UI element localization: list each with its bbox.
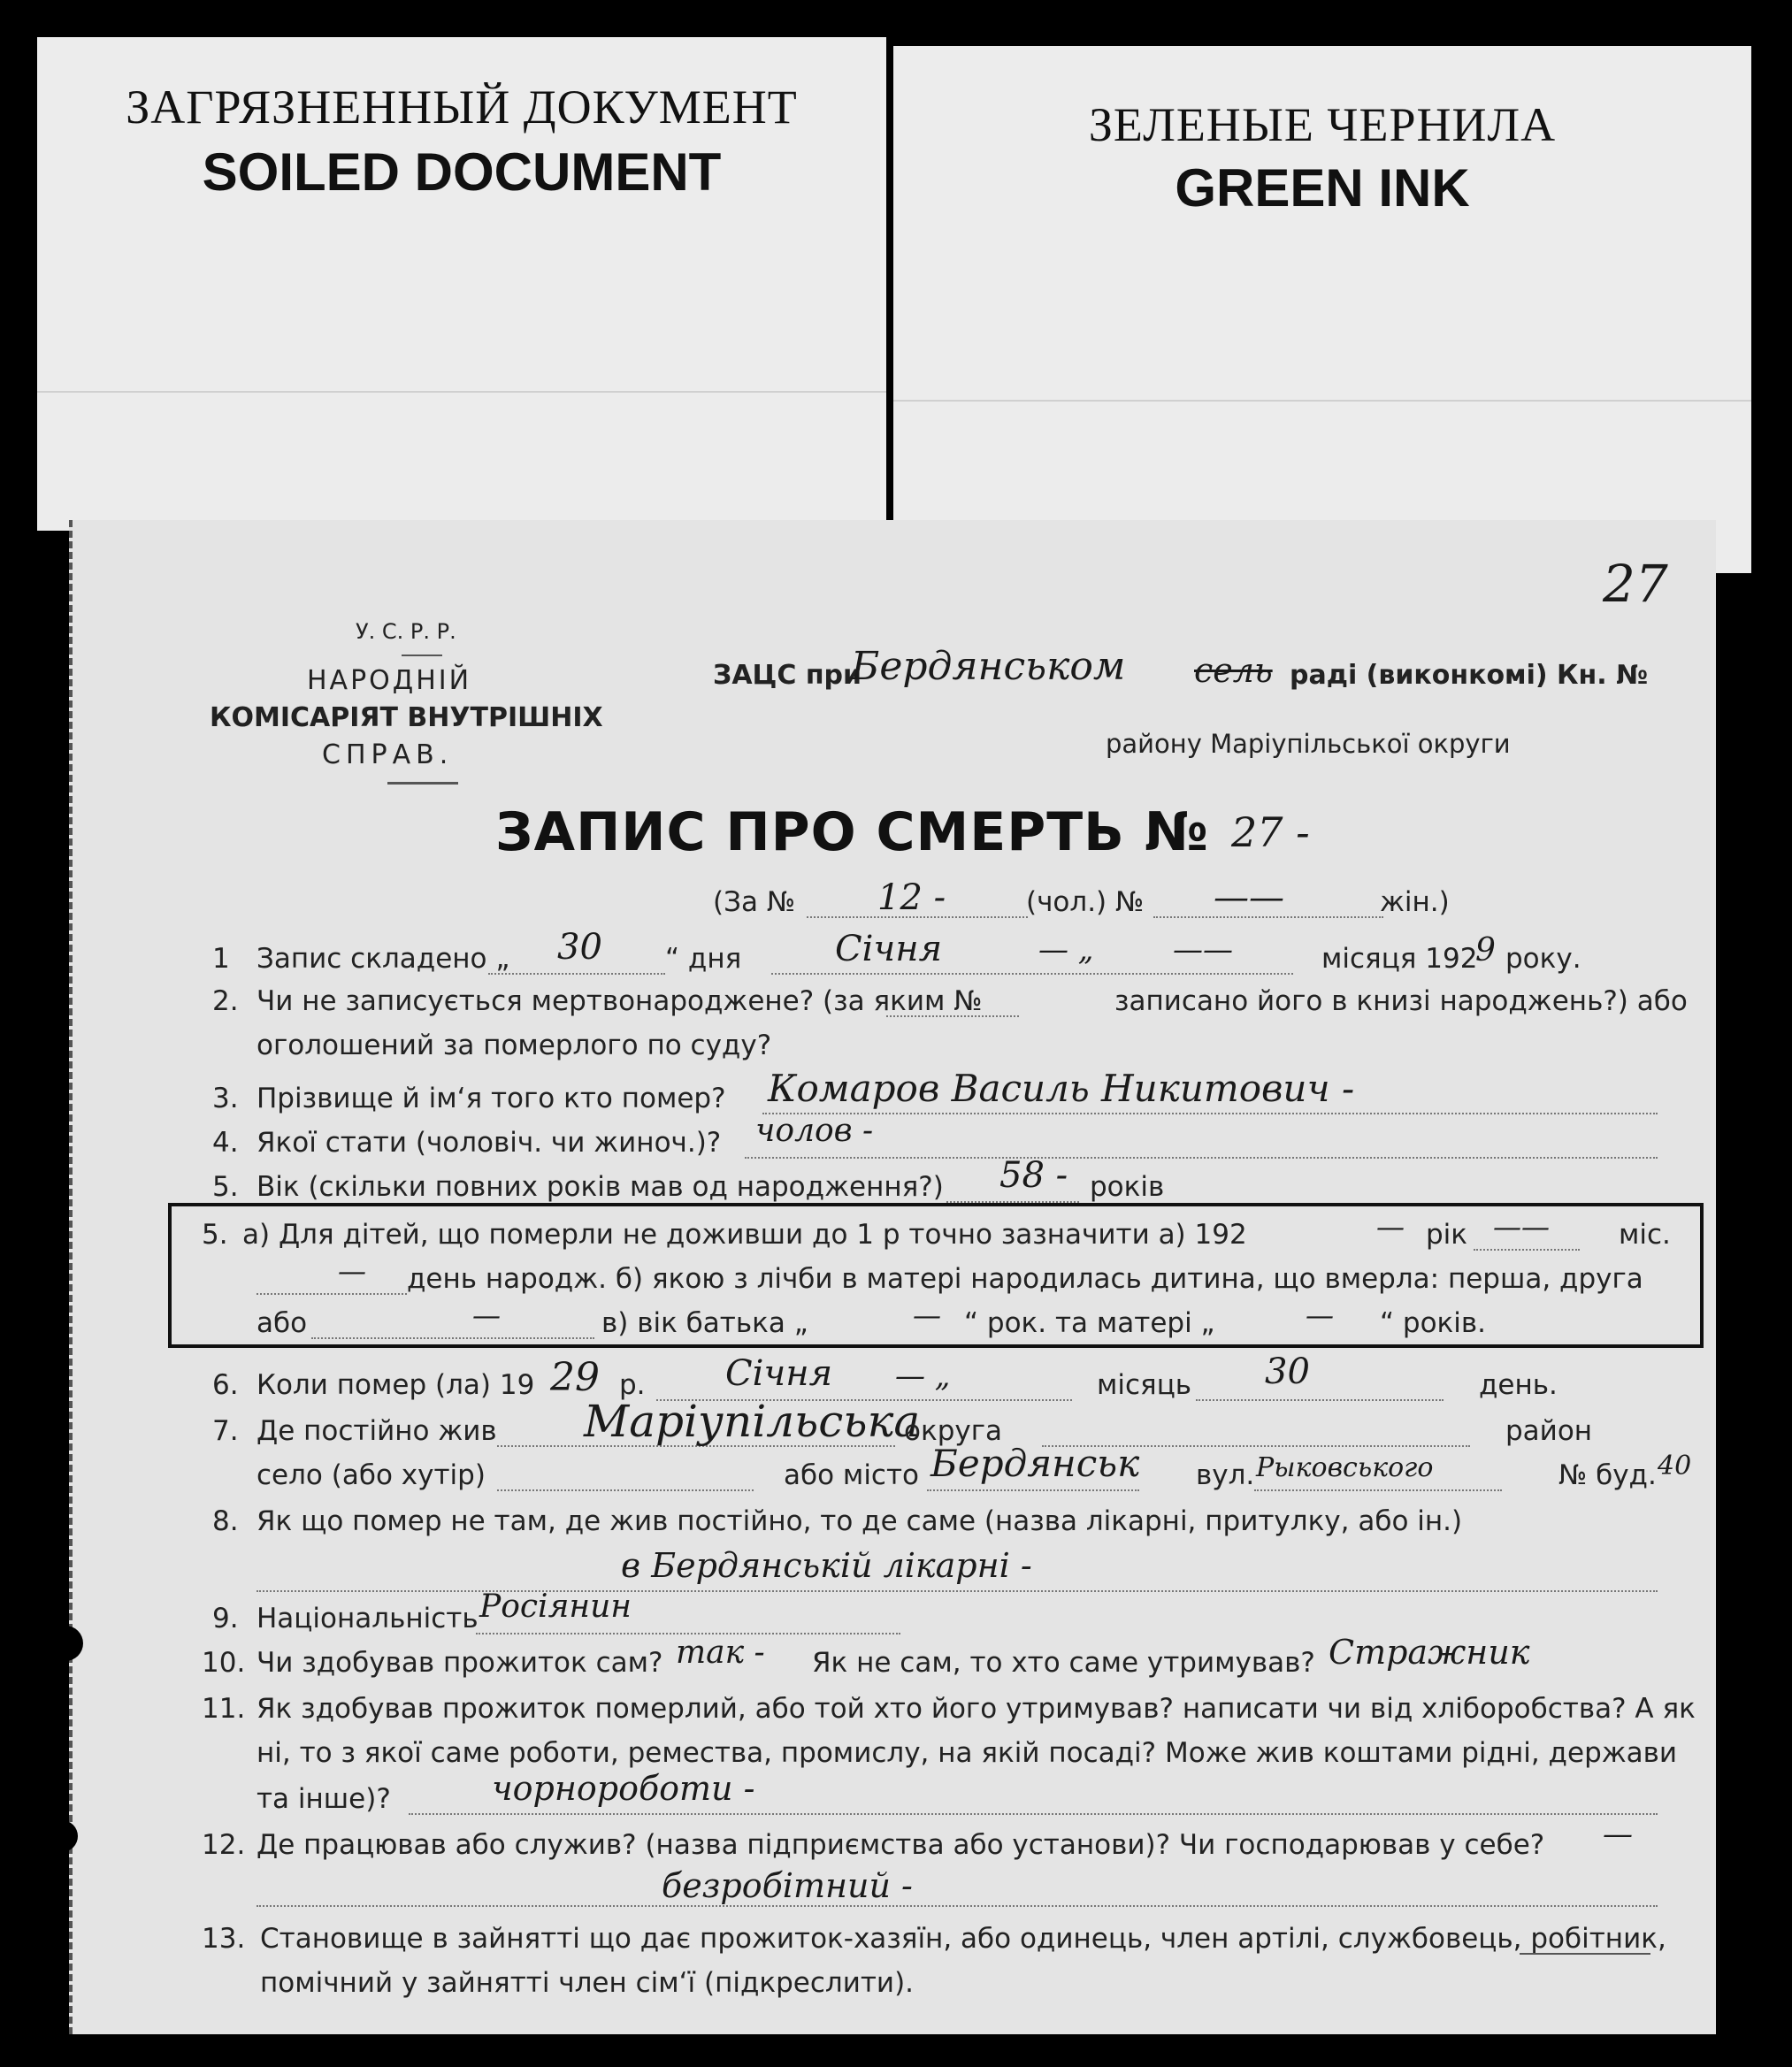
label-right-ru: ЗЕЛЕНЫЕ ЧЕРНИЛА bbox=[1088, 98, 1557, 151]
row-12-label: Де працював або служив? (назва підприємства або установи)? Чи господарював у себе? bbox=[257, 1829, 1545, 1861]
commissariat-line-3: СПРАВ. bbox=[322, 739, 454, 770]
row-5a-label: а) Для дітей, що померли не доживши до 1 р точно зазначити а) 192 bbox=[242, 1219, 1247, 1251]
self-supporting: так - bbox=[676, 1634, 765, 1671]
row-1-label: Запис складено „ bbox=[257, 943, 510, 975]
supporter: Стражник bbox=[1329, 1633, 1530, 1672]
binding-hole bbox=[48, 1626, 83, 1661]
field-line bbox=[745, 1157, 1658, 1159]
occupation: чорнороботи - bbox=[492, 1769, 755, 1808]
record-number: 27 - bbox=[1231, 808, 1310, 856]
row-5a-father-age: — bbox=[913, 1298, 941, 1332]
row-5a-rik: рік bbox=[1426, 1219, 1468, 1251]
row-1-day: 30 bbox=[557, 927, 602, 968]
ref-zhin: жін.) bbox=[1380, 886, 1450, 918]
row-12-dash: — bbox=[1603, 1817, 1633, 1852]
field-line bbox=[1474, 1249, 1580, 1251]
row-6-number: 6. bbox=[212, 1369, 239, 1401]
commissariat-line-1: НАРОДНІЙ bbox=[307, 665, 472, 696]
sex-value: чолов - bbox=[755, 1113, 874, 1149]
label-right-en: GREEN INK bbox=[1175, 158, 1470, 218]
row-7-okruha: округа bbox=[904, 1415, 1002, 1447]
row-9-number: 9. bbox=[212, 1603, 239, 1634]
row-10-number: 10. bbox=[202, 1647, 246, 1679]
row-1-dash: —— bbox=[1173, 932, 1233, 968]
row-13-label-b: помічний у зайнятті член сімʻї (підкреслити). bbox=[260, 1967, 915, 1999]
zags-suffix: раді (виконкомі) Кн. № bbox=[1290, 660, 1649, 691]
row-1-label-b: “ дня bbox=[665, 943, 742, 975]
row-2-label-c: оголошений за померлого по суду? bbox=[257, 1030, 772, 1061]
row-6-r: р. bbox=[619, 1369, 646, 1401]
row-1-label-c: місяця 192 bbox=[1321, 943, 1478, 975]
field-line bbox=[497, 1489, 754, 1491]
row-7-number: 7. bbox=[212, 1415, 239, 1447]
row-4-number: 4. bbox=[212, 1127, 239, 1159]
row-5a-month: —— bbox=[1493, 1210, 1550, 1244]
row-10-label: Чи здобував прожиток сам? bbox=[257, 1647, 663, 1679]
zags-city: Бердянськом bbox=[851, 644, 1126, 689]
field-line bbox=[257, 1590, 1658, 1592]
field-line bbox=[1196, 1399, 1444, 1401]
row-3-label: Прізвище й імʻя того кто помер? bbox=[257, 1083, 726, 1114]
ref-male-number: 12 - bbox=[877, 877, 946, 918]
residence-street: Рыковського bbox=[1256, 1452, 1434, 1483]
row-3-number: 3. bbox=[212, 1083, 239, 1114]
row-6-label: Коли помер (ла) 19 bbox=[257, 1369, 535, 1401]
row-5a-number: 5. bbox=[202, 1219, 228, 1251]
label-left-en: SOILED DOCUMENT bbox=[202, 142, 722, 202]
row-5a-order: — bbox=[472, 1298, 501, 1332]
row-5a-mis: міс. bbox=[1619, 1219, 1671, 1251]
row-5a-mother-age: — bbox=[1306, 1298, 1334, 1332]
row-1-dash: — „ bbox=[1038, 932, 1094, 968]
row-11-label-b: ні, то з якої саме роботи, ремества, промислу, на якій посаді? Може жив коштами рідні, держави bbox=[257, 1737, 1678, 1769]
zags-crossed: сель bbox=[1194, 651, 1273, 690]
fold-line bbox=[37, 391, 886, 393]
row-5a-label-d: день народж. б) якою з лічби в матері народилась дитина, що вмерла: перша, друга bbox=[407, 1263, 1643, 1295]
row-2-label: Чи не записується мертвонароджене? (за яким № bbox=[257, 985, 983, 1017]
field-line bbox=[311, 1337, 594, 1339]
row-1-number: 1 bbox=[212, 943, 230, 975]
district-label: району Маріупільської округи bbox=[1106, 729, 1511, 759]
divider bbox=[387, 782, 458, 785]
row-5-number: 5. bbox=[212, 1171, 239, 1203]
field-line bbox=[488, 973, 665, 975]
row-7-village: село (або хутір) bbox=[257, 1459, 486, 1491]
row-8-label: Як що помер не там, де жив постійно, то де саме (назва лікарні, притулку, або ін.) bbox=[257, 1505, 1463, 1537]
residence-region: Маріупільська bbox=[584, 1396, 921, 1447]
row-12-number: 12. bbox=[202, 1829, 246, 1861]
field-line bbox=[257, 1905, 1658, 1907]
underline-worker bbox=[1520, 1953, 1650, 1955]
nationality: Росіянин bbox=[479, 1589, 632, 1625]
row-6-dash: — „ bbox=[895, 1359, 951, 1394]
row-7-street: вул. bbox=[1196, 1459, 1255, 1491]
row-6-den: день. bbox=[1479, 1369, 1558, 1401]
row-5a-label-h: “ років. bbox=[1380, 1307, 1487, 1339]
place-of-death: в Бердянській лікарні - bbox=[621, 1546, 1032, 1585]
field-line bbox=[927, 1489, 1139, 1491]
row-5-label: Вік (скільки повних років мав од народження?) bbox=[257, 1171, 944, 1203]
row-5a-day: — bbox=[338, 1254, 366, 1288]
residence-house: 40 bbox=[1658, 1451, 1692, 1481]
row-7-house: № буд. bbox=[1558, 1459, 1657, 1491]
death-month: Січня bbox=[725, 1353, 833, 1394]
ref-chol: (чол.) № bbox=[1026, 886, 1145, 918]
row-4-label: Якої стати (чоловіч. чи жиноч.)? bbox=[257, 1127, 722, 1159]
green-ink-label bbox=[893, 46, 1751, 573]
binding-hole bbox=[46, 1820, 78, 1852]
row-9-label: Національність bbox=[257, 1603, 479, 1634]
row-11-label-c: та інше)? bbox=[257, 1783, 391, 1815]
row-8-number: 8. bbox=[212, 1505, 239, 1537]
form-title: ЗАПИС ПРО СМЕРТЬ № bbox=[495, 801, 1209, 863]
page-number: 27 bbox=[1603, 554, 1668, 614]
row-7-raion: район bbox=[1505, 1415, 1593, 1447]
row-11-number: 11. bbox=[202, 1693, 246, 1725]
row-13-number: 13. bbox=[202, 1923, 246, 1955]
row-10-label-b: Як не сам, то хто саме утримував? bbox=[812, 1647, 1315, 1679]
field-line bbox=[257, 1293, 407, 1295]
label-left-ru: ЗАГРЯЗНЕННЫЙ ДОКУМЕНТ bbox=[126, 80, 798, 134]
age-value: 58 - bbox=[999, 1155, 1068, 1196]
row-7-label: Де постійно жив bbox=[257, 1415, 497, 1447]
divider bbox=[402, 655, 442, 656]
death-record-form bbox=[69, 520, 1716, 2034]
soiled-document-label bbox=[37, 37, 886, 531]
fold-line bbox=[893, 400, 1751, 402]
row-13-label: Становище в зайнятті що дає прожиток-хазяїн, або одинець, член артілі, службовець, робітник, bbox=[260, 1923, 1666, 1955]
ussr-label: У. С. Р. Р. bbox=[356, 619, 456, 644]
death-day: 30 bbox=[1265, 1351, 1310, 1392]
row-5-years: років bbox=[1090, 1171, 1165, 1203]
ref-za: (За № bbox=[713, 886, 796, 918]
binding-tear bbox=[42, 1431, 69, 1493]
field-line bbox=[886, 1015, 1019, 1017]
row-2-label-b: записано його в книзі народжень?) або bbox=[1114, 985, 1688, 1017]
death-year-digits: 29 bbox=[550, 1355, 600, 1400]
row-5a-label-f: в) вік батька „ bbox=[601, 1307, 808, 1339]
deceased-name: Комаров Василь Никитович - bbox=[768, 1067, 1355, 1110]
field-line bbox=[771, 973, 1293, 975]
field-line bbox=[409, 1813, 1658, 1815]
zags-prefix: ЗАЦС при bbox=[713, 660, 862, 691]
row-6-misyats: місяць bbox=[1097, 1369, 1192, 1401]
residence-city: Бердянськ bbox=[930, 1442, 1140, 1485]
row-5a-year: — bbox=[1376, 1210, 1405, 1244]
row-1-month: Січня bbox=[835, 929, 943, 969]
row-5a-label-g: “ рок. та матері „ bbox=[964, 1307, 1215, 1339]
commissariat-line-2: КОМІСАРІЯТ ВНУТРІШНІХ bbox=[210, 702, 603, 733]
row-5a-abo: або bbox=[257, 1307, 308, 1339]
row-2-number: 2. bbox=[212, 985, 239, 1017]
field-line bbox=[762, 1113, 1658, 1114]
row-1-label-d: року. bbox=[1505, 943, 1581, 975]
row-1-year-digit: 9 bbox=[1475, 932, 1496, 968]
ref-female-number: —— bbox=[1214, 877, 1284, 918]
field-line bbox=[1254, 1489, 1502, 1491]
row-11-label: Як здобував прожиток померлий, або той хто його утримував? написати чи від хліборобства? А як bbox=[257, 1693, 1696, 1725]
row-7-city: або місто bbox=[784, 1459, 920, 1491]
employment: безробітний - bbox=[662, 1866, 913, 1905]
